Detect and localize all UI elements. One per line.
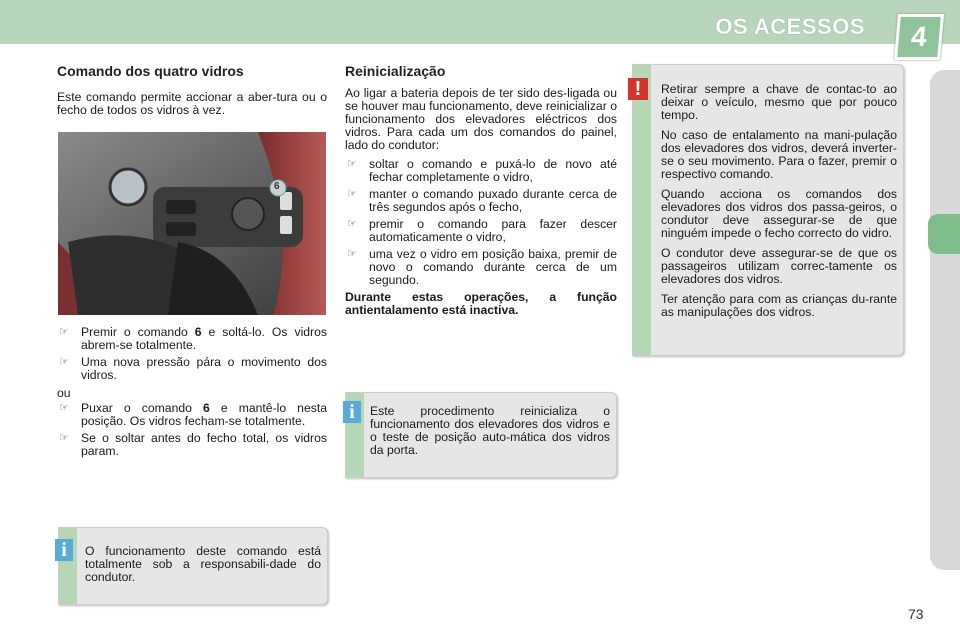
section-four-windows bbox=[57, 63, 327, 117]
list-item: ☞ Puxar o comando 6 e mantê-lo nesta posição. Os vidros fecham-se totalmente. bbox=[59, 401, 327, 428]
reset-steps bbox=[345, 158, 617, 287]
list-item: ☞ Uma nova pressão pára o movimento dos vidros. bbox=[59, 355, 327, 382]
section-title: Comando dos quatro vidros bbox=[57, 63, 244, 79]
side-tabs bbox=[930, 70, 960, 570]
section-intro: Este comando permite accionar a aber-tura ou o fecho de todos os vidros à vez. bbox=[57, 90, 327, 117]
list-item: ☞ soltar o comando e puxá-lo de novo até fechar completamente o vidro, bbox=[347, 157, 617, 184]
control-6-label: 6 bbox=[274, 181, 280, 192]
exclamation-icon: ! bbox=[628, 78, 648, 100]
info-note-driver bbox=[58, 527, 328, 605]
pointing-hand-icon: ☞ bbox=[347, 248, 357, 260]
window-switch-photo bbox=[58, 132, 326, 315]
warning-note bbox=[632, 64, 904, 356]
list-item: ☞ uma vez o vidro em posição baixa, premir de novo o comando durante cerca de um segundo. bbox=[347, 247, 617, 287]
chapter-number: 4 bbox=[894, 14, 944, 60]
page-number: 73 bbox=[908, 606, 924, 622]
bullet-list-a bbox=[57, 326, 327, 382]
pointing-hand-icon: ☞ bbox=[347, 158, 357, 170]
pointing-hand-icon: ☞ bbox=[59, 356, 69, 368]
pointing-hand-icon: ☞ bbox=[347, 218, 357, 230]
section-reset bbox=[345, 63, 617, 317]
pointing-hand-icon: ☞ bbox=[59, 432, 69, 444]
info-note-reset bbox=[345, 392, 617, 478]
list-item: ☞ premir o comando para fazer descer automaticamente o vidro, bbox=[347, 217, 617, 244]
info-note-text: Este procedimento reinicializa o funcionamento dos elevadores dos vidros e o teste de posição auto-mática dos vidros da porta. bbox=[370, 404, 610, 457]
warning-paragraph: Ter atenção para com as crianças du-rante as manipulações dos vidros. bbox=[661, 292, 897, 319]
info-icon: i bbox=[343, 401, 361, 423]
section-intro: Ao ligar a bateria depois de ter sido des-ligada ou se houver mau funcionamento, deve reinicializar o funcionamento dos elevadores eléctricos dos vidros. Para cada um dos comandos do painel, lado do condutor: bbox=[345, 86, 617, 152]
or-separator: ou bbox=[57, 386, 71, 400]
section-title: Reinicialização bbox=[345, 63, 446, 79]
warning-paragraph: Retirar sempre a chave de contac-to ao deixar o veículo, mesmo que por pouco tempo. bbox=[661, 82, 897, 122]
side-tab-active[interactable] bbox=[928, 214, 960, 254]
pointing-hand-icon: ☞ bbox=[59, 326, 69, 338]
warning-note-text bbox=[661, 83, 897, 326]
list-item: ☞ Premir o comando 6 e soltá-lo. Os vidros abrem-se totalmente. bbox=[59, 325, 327, 352]
console-illustration bbox=[58, 132, 326, 315]
anti-pinch-warning: Durante estas operações, a função antientalamento está inactiva. bbox=[345, 290, 617, 317]
four-windows-instructions bbox=[57, 326, 327, 462]
warning-paragraph: Quando acciona os comandos dos elevadores dos vidros dos passa-geiros, o condutor deve assegurar-se de que ninguém impede o fecho correcto do vidro. bbox=[661, 187, 897, 240]
page-title: OS ACESSOS bbox=[715, 14, 865, 39]
warning-paragraph: O condutor deve assegurar-se de que os passageiros utilizam correc-tamente os elevadores dos vidros. bbox=[661, 246, 897, 286]
pointing-hand-icon: ☞ bbox=[347, 188, 357, 200]
list-item: ☞ Se o soltar antes do fecho total, os vidros param. bbox=[59, 431, 327, 458]
list-item: ☞ manter o comando puxado durante cerca de três segundos após o fecho, bbox=[347, 187, 617, 214]
bullet-list-b bbox=[57, 402, 327, 458]
pointing-hand-icon: ☞ bbox=[59, 402, 69, 414]
warning-paragraph: No caso de entalamento na mani-pulação dos elevadores dos vidros, deverá inverter-se o seu movimento. Para o fazer, premir o respectivo comando. bbox=[661, 128, 897, 181]
info-note-text: O funcionamento deste comando está totalmente sob a responsabili-dade do condutor. bbox=[85, 544, 321, 584]
info-icon: i bbox=[55, 539, 73, 561]
